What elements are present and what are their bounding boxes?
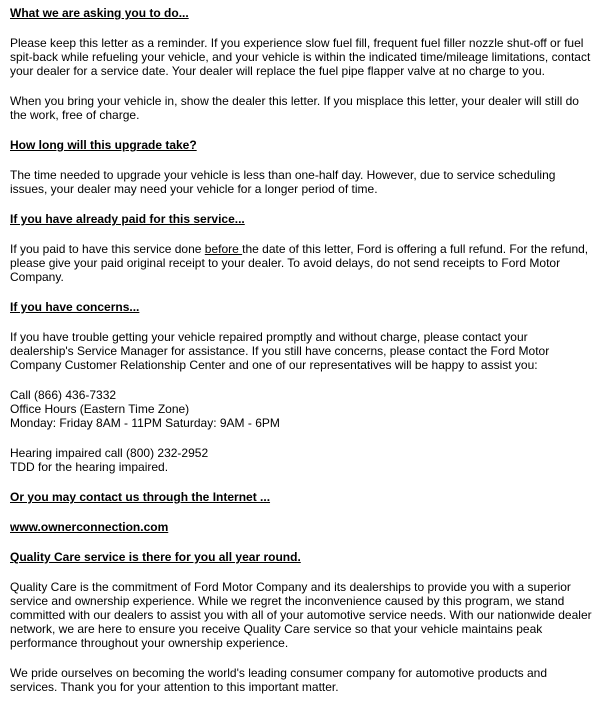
website-link[interactable]: www.ownerconnection.com — [10, 520, 169, 534]
heading-concerns: If you have concerns... — [10, 300, 140, 314]
call-number: Call (866) 436-7332 — [10, 388, 117, 402]
paid-text-b: the date of this letter, Ford is offering a full refund. For the refund, please give your paid original receipt to your dealer. To avoid delays, do not send receipts to Ford Motor Company. — [10, 242, 589, 284]
asking-paragraph-1: Please keep this letter as a reminder. If you experience slow fuel fill, frequent fuel filler nozzle shut-off or fuel spit-back while refueling your vehicle, and your vehicle is within the indicated time/mileage limitations, contact your dealer for a service date. Your dealer will replace the fuel pipe flapper valve at no charge to you. — [10, 36, 591, 78]
heading-already-paid: If you have already paid for this service... — [10, 212, 245, 226]
paid-before-emphasis: before — [204, 242, 243, 256]
office-hours: Monday: Friday 8AM - 11PM Saturday: 9AM - 6PM — [10, 416, 280, 430]
paid-paragraph — [10, 242, 594, 284]
concerns-paragraph: If you have trouble getting your vehicle repaired promptly and without charge, please contact your dealership's Service Manager for assistance. If you still have concerns, please contact the Ford Motor Company Customer Relationship Center and one of our representatives will be happy to assist you: — [10, 330, 550, 372]
tdd-note: TDD for the hearing impaired. — [10, 460, 169, 474]
paid-text-a: If you paid to have this service done — [10, 242, 205, 256]
quality-paragraph-2: We pride ourselves on becoming the world's leading consumer company for automotive products and services. Thank you for your attention to this important matter. — [10, 666, 548, 694]
how-long-paragraph: The time needed to upgrade your vehicle is less than one-half day. However, due to service scheduling issues, your dealer may need your vehicle for a longer period of time. — [10, 168, 556, 196]
asking-paragraph-2: When you bring your vehicle in, show the dealer this letter. If you misplace this letter, your dealer will still do the work, free of charge. — [10, 94, 579, 122]
office-hours-label: Office Hours (Eastern Time Zone) — [10, 402, 190, 416]
quality-paragraph-1: Quality Care is the commitment of Ford Motor Company and its dealerships to provide you with a superior service and ownership experience. While we regret the inconvenience caused by this program, we stand committed with our dealers to assist you with all of your automotive service needs. With our nationwide dealer network, we are here to ensure you receive Quality Care service so that your vehicle maintains peak performance throughout your ownership experience. — [10, 580, 592, 650]
hearing-impaired-number: Hearing impaired call (800) 232-2952 — [10, 446, 209, 460]
heading-internet: Or you may contact us through the Internet ... — [10, 490, 271, 504]
heading-quality-care: Quality Care service is there for you all year round. — [10, 550, 301, 564]
heading-how-long: How long will this upgrade take? — [10, 138, 197, 152]
heading-asking: What we are asking you to do... — [10, 6, 189, 20]
